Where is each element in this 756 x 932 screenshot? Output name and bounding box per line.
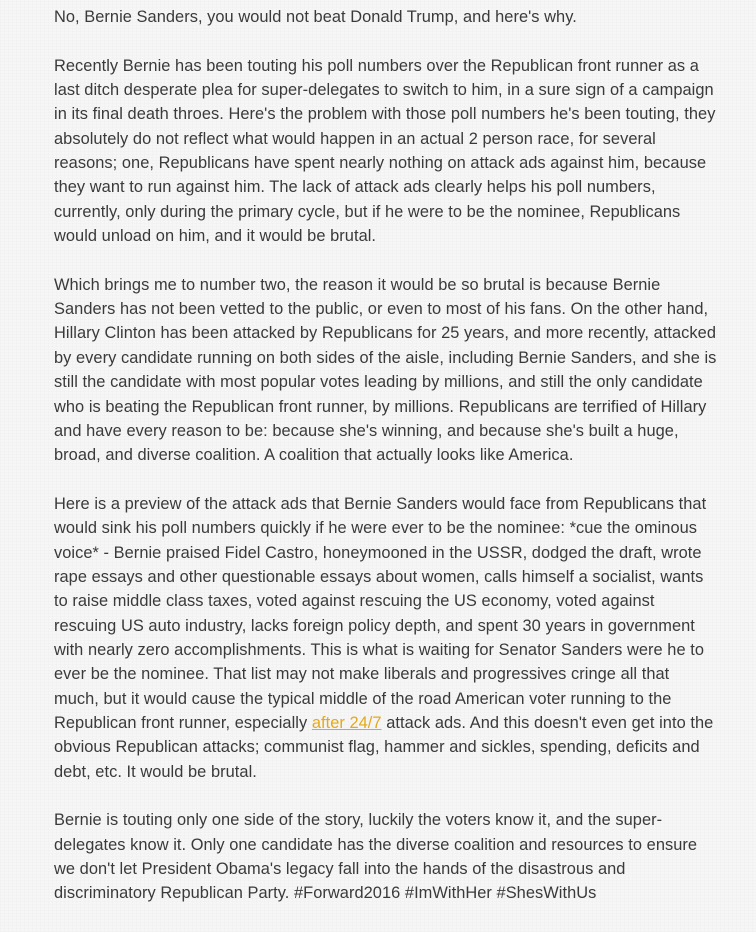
note-title: No, Bernie Sanders, you would not beat Donald Trump, and here's why. xyxy=(54,8,577,26)
paragraph-closing: Bernie is touting only one side of the story, luckily the voters know it, and the super-delegates know it. Only one candidate has the diverse coalition and resources to ensure we don't let President Obama's legacy fall into the hands of the disastrous and discriminatory Republican Party. #Forward2016 #ImWithHer #ShesWithUs xyxy=(54,811,698,903)
paragraph-spacer xyxy=(54,784,718,808)
paragraph-attack-ads xyxy=(54,492,718,784)
attack-ads-text-start: Here is a preview of the attack ads that Bernie Sanders would face from Republicans that would sink his poll numbers quickly if he were ever to be the nominee: *cue the ominous voice* - Bernie praised Fidel Castro, honeymooned in the USSR, dodged the draft, wrote rape essays and other questionable essays about women, calls himself a socialist, wants to raise middle class taxes, voted against rescuing the US economy, voted against rescuing US auto industry, lacks foreign policy depth, and spent 30 years in government with nearly zero accomplishments. This is what is waiting for Senator Sanders were he to ever be the nominee. That list may not make liberals and progressives cringe all that much, but it would cause the typical middle of the road American voter running to the Republican front runner, especially xyxy=(54,494,707,732)
paragraph-vetting: Which brings me to number two, the reason it would be so brutal is because Bernie Sanders has not been vetted to the public, or even to most of his fans. On the other hand, Hillary Clinton has been attacked by Republicans for 25 years, and more recently, attacked by every candidate running on both sides of the aisle, including Bernie Sanders, and she is still the candidate with most popular votes leading by millions, and still the only candidate who is beating the Republican front runner, by millions. Republicans are terrified of Hillary and have every reason to be: because she's winning, and because she's built a huge, broad, and diverse coalition. A coalition that actually looks like America. xyxy=(54,275,717,465)
after-24-7-link[interactable]: after 24/7 xyxy=(311,713,382,732)
paragraph-spacer xyxy=(54,468,718,492)
paragraph-spacer xyxy=(54,248,718,272)
attack-ads-text-end: attack ads. And this doesn't even get into the obvious Republican attacks; communist flag, hammer and sickles, spending, deficits and debt, etc. It would be brutal. xyxy=(54,713,714,781)
paragraph-spacer xyxy=(54,29,718,53)
paragraph-poll-numbers: Recently Bernie has been touting his poll numbers over the Republican front runner as a last ditch desperate plea for super-delegates to switch to him, in a sure sign of a campaign in its final death throes. Here's the problem with those poll numbers he's been touting, they absolutely do not reflect what would happen in an actual 2 person race, for several reasons; one, Republicans have spent nearly nothing on attack ads against him, because they want to run against him. The lack of attack ads clearly helps his poll numbers, currently, only during the primary cycle, but if he were to be the nominee, Republicans would unload on him, and it would be brutal. xyxy=(54,56,716,246)
